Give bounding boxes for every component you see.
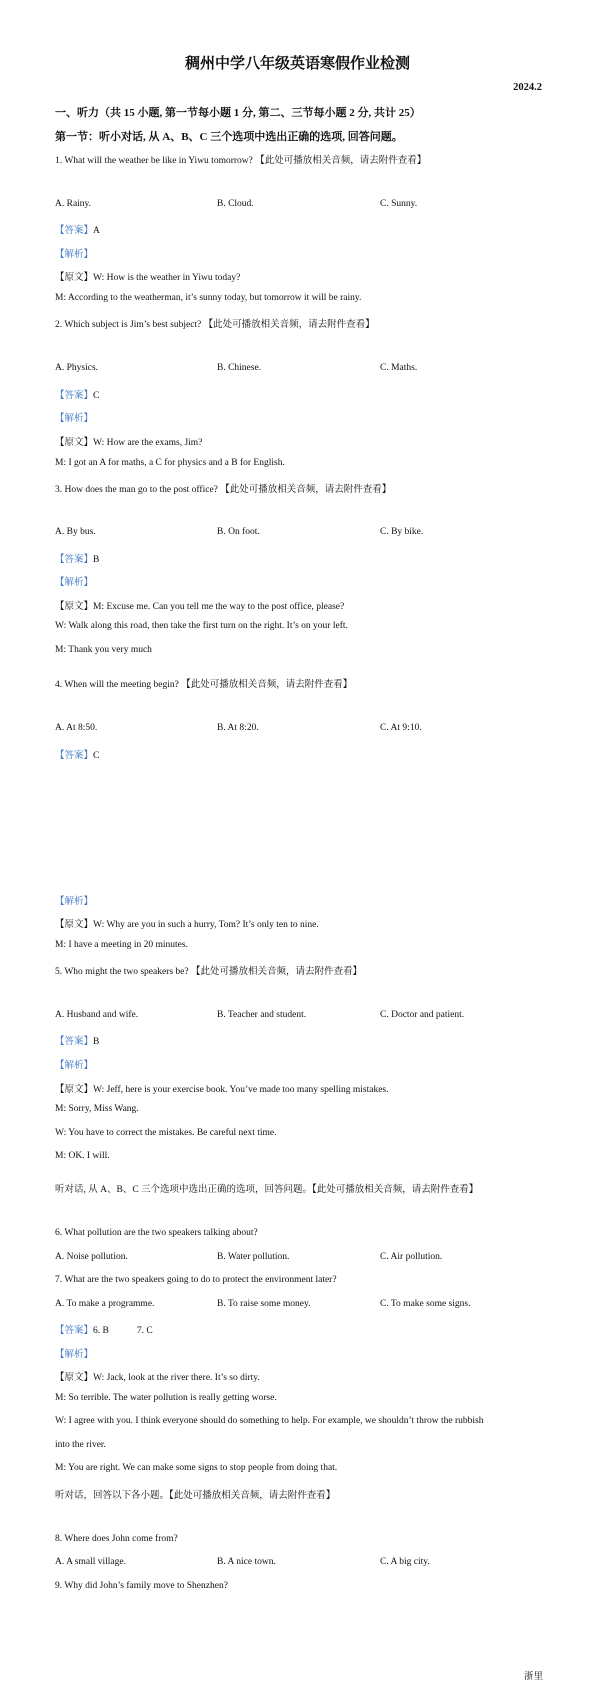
q6-7-transcript-1: 【原文】W: Jack, look at the river there. It’s so dirty.	[55, 1373, 260, 1383]
q6-7-answer	[55, 1322, 153, 1336]
q4-transcript-2: M: I have a meeting in 20 minutes.	[55, 940, 188, 950]
q2-analysis: 【解析】	[55, 414, 94, 424]
exam-date: 2024.2	[513, 82, 542, 93]
answer-value-6: 6. B	[93, 1326, 109, 1336]
q6-7-transcript-3: W: I agree with you. I think everyone should do something to help. For example, we shouldn’t throw the rubbish	[55, 1416, 484, 1426]
q1-answer	[55, 222, 100, 236]
question-5: 5. Who might the two speakers be? 【此处可播放相关音频，请去附件查看】	[55, 967, 362, 977]
question-7: 7. What are the two speakers going to do to protect the environment later?	[55, 1275, 337, 1285]
q4-option-b: B. At 8:20.	[217, 723, 259, 733]
answer-tag: 【答案】	[55, 391, 94, 401]
q1-analysis: 【解析】	[55, 250, 94, 260]
q5-option-b: B. Teacher and student.	[217, 1010, 307, 1020]
q6-7-transcript-4: into the river.	[55, 1440, 106, 1450]
question-8: 8. Where does John come from?	[55, 1534, 178, 1544]
q7-option-b: B. To raise some money.	[217, 1299, 311, 1309]
q1-transcript-2: M: According to the weatherman, it’s sunny today, but tomorrow it will be rainy.	[55, 293, 362, 303]
footer-watermark: 浙里	[523, 1672, 543, 1682]
q2-answer	[55, 387, 99, 401]
q5-transcript-3: W: You have to correct the mistakes. Be careful next time.	[55, 1128, 277, 1138]
part1-heading: 一、听力（共 15 小题, 第一节每小题 1 分, 第二、三节每小题 2 分, 共计 25）	[55, 107, 421, 119]
q4-transcript-1: 【原文】W: Why are you in such a hurry, Tom? It’s only ten to nine.	[55, 920, 319, 930]
q3-answer	[55, 551, 99, 565]
answer-tag: 【答案】	[55, 1037, 94, 1047]
answer-tag: 【答案】	[55, 555, 94, 565]
q2-transcript-1: 【原文】W: How are the exams, Jim?	[55, 438, 203, 448]
q5-transcript-2: M: Sorry, Miss Wang.	[55, 1104, 139, 1114]
answer-value: A	[93, 226, 100, 236]
question-3: 3. How does the man go to the post office? 【此处可播放相关音频，请去附件查看】	[55, 485, 392, 495]
q7-option-c: C. To make some signs.	[380, 1299, 471, 1309]
question-6: 6. What pollution are the two speakers talking about?	[55, 1228, 258, 1238]
answer-value-7: 7. C	[136, 1326, 153, 1336]
q6-7-transcript-5: M: You are right. We can make some signs to stop people from doing that.	[55, 1463, 338, 1473]
question-1: 1. What will the weather be like in Yiwu tomorrow? 【此处可播放相关音频，请去附件查看】	[55, 156, 427, 166]
q6-option-c: C. Air pollution.	[380, 1252, 443, 1262]
answer-value: B	[93, 1037, 100, 1047]
q3-transcript-2: W: Walk along this road, then take the first turn on the right. It’s on your left.	[55, 621, 348, 631]
q8-option-a: A. A small village.	[55, 1557, 126, 1567]
question-4: 4. When will the meeting begin? 【此处可播放相关音频，请去附件查看】	[55, 680, 353, 690]
answer-value: C	[93, 751, 100, 761]
q3-option-c: C. By bike.	[380, 527, 424, 537]
answer-tag: 【答案】	[55, 1326, 94, 1336]
q1-transcript-1: 【原文】W: How is the weather in Yiwu today?	[55, 273, 241, 283]
question-2: 2. Which subject is Jim’s best subject? 【此处可播放相关音频，请去附件查看】	[55, 320, 375, 330]
q5-option-c: C. Doctor and patient.	[380, 1010, 465, 1020]
q3-transcript-3: M: Thank you very much	[55, 645, 152, 655]
q1-option-a: A. Rainy.	[55, 199, 92, 209]
answer-tag: 【答案】	[55, 226, 94, 236]
q4-analysis: 【解析】	[55, 897, 94, 907]
section3-intro: 听对话，回答以下各小题。【此处可播放相关音频，请去附件查看】	[55, 1491, 336, 1501]
answer-tag: 【答案】	[55, 751, 94, 761]
answer-value: C	[93, 391, 100, 401]
q6-7-transcript-2: M: So terrible. The water pollution is really getting worse.	[55, 1393, 277, 1403]
q2-option-b: B. Chinese.	[217, 363, 262, 373]
q2-transcript-2: M: I got an A for maths, a C for physics and a B for English.	[55, 458, 285, 468]
question-9: 9. Why did John’s family move to Shenzhen?	[55, 1581, 228, 1591]
answer-value: B	[93, 555, 100, 565]
q2-option-c: C. Maths.	[380, 363, 418, 373]
q5-transcript-4: M: OK. I will.	[55, 1151, 110, 1161]
q5-transcript-1: 【原文】W: Jeff, here is your exercise book. You’ve made too many spelling mistakes.	[55, 1085, 389, 1095]
q3-analysis: 【解析】	[55, 578, 94, 588]
q5-option-a: A. Husband and wife.	[55, 1010, 139, 1020]
page-title: 稠州中学八年级英语寒假作业检测	[184, 56, 410, 72]
q4-option-c: C. At 9:10.	[380, 723, 422, 733]
q5-analysis: 【解析】	[55, 1061, 94, 1071]
q6-7-analysis: 【解析】	[55, 1350, 94, 1360]
q4-answer	[55, 747, 99, 761]
q1-option-b: B. Cloud.	[217, 199, 254, 209]
q2-option-a: A. Physics.	[55, 363, 99, 373]
q3-option-a: A. By bus.	[55, 527, 96, 537]
q6-option-b: B. Water pollution.	[217, 1252, 290, 1262]
q7-option-a: A. To make a programme.	[55, 1299, 155, 1309]
q3-option-b: B. On foot.	[217, 527, 260, 537]
q4-option-a: A. At 8:50.	[55, 723, 98, 733]
q8-option-c: C. A big city.	[380, 1557, 430, 1567]
q8-option-b: B. A nice town.	[217, 1557, 276, 1567]
section1-heading: 第一节：听小对话, 从 A、B、C 三个选项中选出正确的选项, 回答问题。	[55, 131, 403, 143]
q6-option-a: A. Noise pollution.	[55, 1252, 128, 1262]
q5-answer	[55, 1033, 99, 1047]
q3-transcript-1: 【原文】M: Excuse me. Can you tell me the way to the post office, please?	[55, 602, 345, 612]
section2-intro: 听对话, 从 A、B、C 三个选项中选出正确的选项，回答问题。【此处可播放相关音频，请去附件查看】	[55, 1185, 479, 1195]
q1-option-c: C. Sunny.	[380, 199, 418, 209]
